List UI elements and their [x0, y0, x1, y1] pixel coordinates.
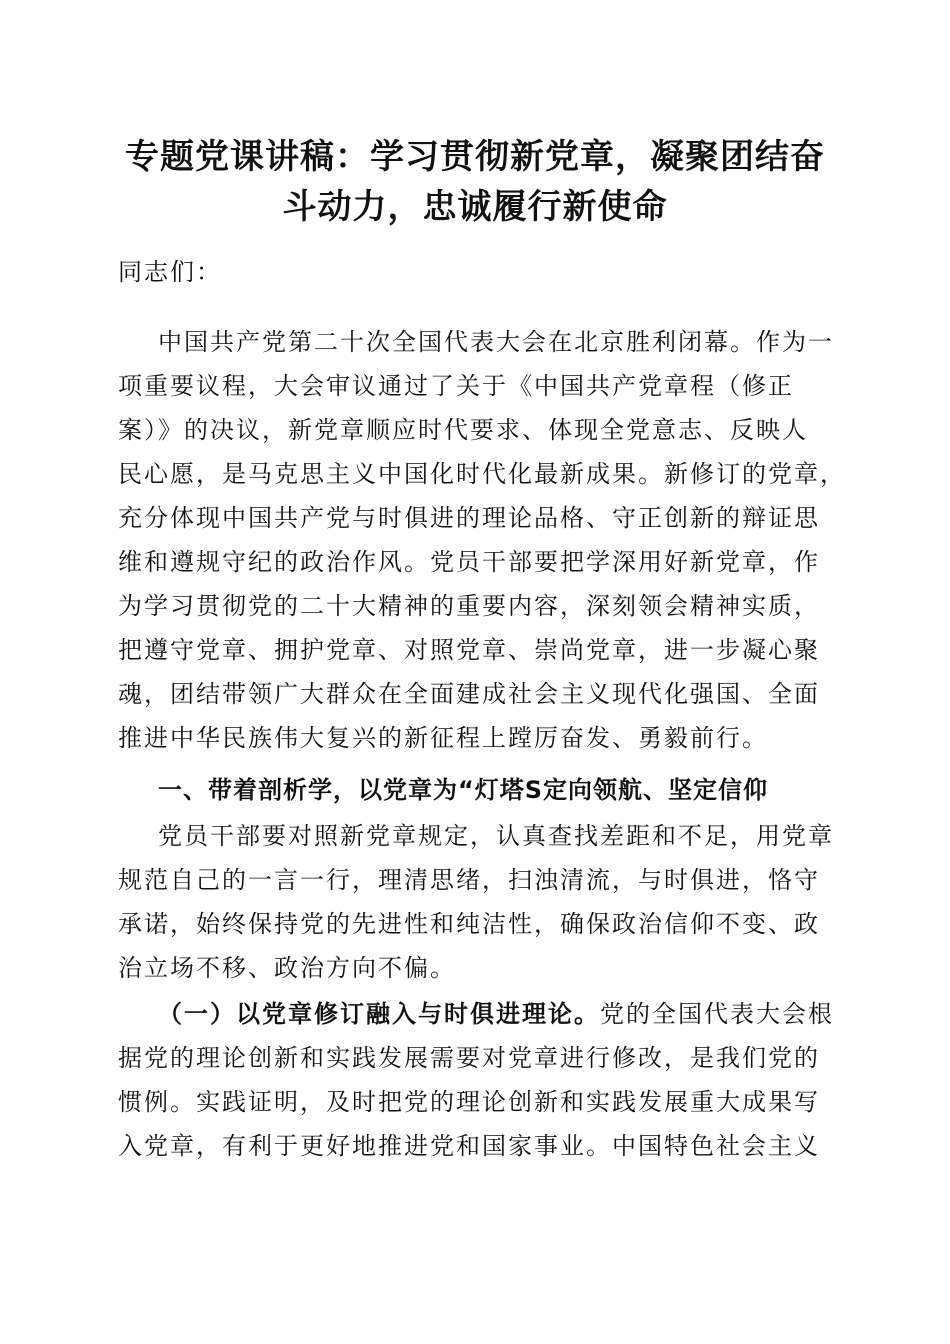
paragraph-line: 中国共产党第二十次全国代表大会在北京胜利闭幕。作为一: [158, 328, 834, 356]
paragraph-line: 魂，团结带领广大群众在全面建成社会主义现代化强国、全面: [118, 680, 820, 708]
paragraph-first-line: [118, 992, 832, 1036]
paragraph-line: 规范自己的一言一行，理清思绪，扫浊清流，与时俱进，恪守: [118, 866, 820, 894]
paragraph-line: 惯例。实践证明，及时把党的理论创新和实践发展重大成果写: [118, 1088, 820, 1116]
paragraph-line: 据党的理论创新和实践发展需要对党章进行修改，是我们党的: [118, 1044, 820, 1072]
paragraph-intro: [118, 320, 846, 760]
paragraph-line: 入党章，有利于更好地推进党和国家事业。中国特色社会主义: [118, 1132, 820, 1160]
paragraph-line: 维和遵规守纪的政治作风。党员干部要把学深用好新党章，作: [118, 548, 820, 576]
paragraph-line: 案）》的决议，新党章顺应时代要求、体现全党意志、反映人: [118, 416, 808, 444]
document-title: [118, 132, 832, 232]
paragraph-line: 项重要议程，大会审议通过了关于《中国共产党章程（修正: [118, 372, 794, 400]
paragraph-line: 把遵守党章、拥护党章、对照党章、崇尚党章，进一步凝心聚: [118, 636, 820, 664]
title-line-2: 斗动力，忠诚履行新使命: [282, 187, 668, 227]
subsection-heading: （一）以党章修订融入与时俱进理论。: [158, 999, 600, 1028]
paragraph-line: 党员干部要对照新党章规定，认真查找差距和不足，用党章: [158, 822, 834, 850]
greeting-text: 同志们：: [118, 258, 222, 286]
paragraph-line: 为学习贯彻党的二十大精神的重要内容，深刻领会精神实质，: [118, 592, 820, 620]
paragraph-line: 治立场不移、政治方向不偏。: [118, 954, 456, 982]
paragraph-section1: [118, 814, 832, 990]
greeting: [118, 250, 832, 294]
subsection-first-line-rest: 党的全国代表大会根: [600, 1000, 834, 1028]
paragraph-line: 充分体现中国共产党与时俱进的理论品格、守正创新的辩证思: [118, 504, 820, 532]
paragraph-line: 承诺，始终保持党的先进性和纯洁性，确保政治信仰不变、政: [118, 910, 820, 938]
paragraph-subsection1: [118, 992, 832, 1168]
section-heading-1: 一、带着剖析学，以党章为“灯塔S定向领航、坚定信仰: [158, 776, 769, 804]
paragraph-line: 民心愿，是马克思主义中国化时代化最新成果。新修订的党章，: [118, 460, 846, 488]
paragraph-line: 推进中华民族伟大复兴的新征程上蹚厉奋发、勇毅前行。: [118, 724, 768, 752]
title-line-1: 专题党课讲稿：学习贯彻新党章，凝聚团结奋: [125, 137, 825, 177]
